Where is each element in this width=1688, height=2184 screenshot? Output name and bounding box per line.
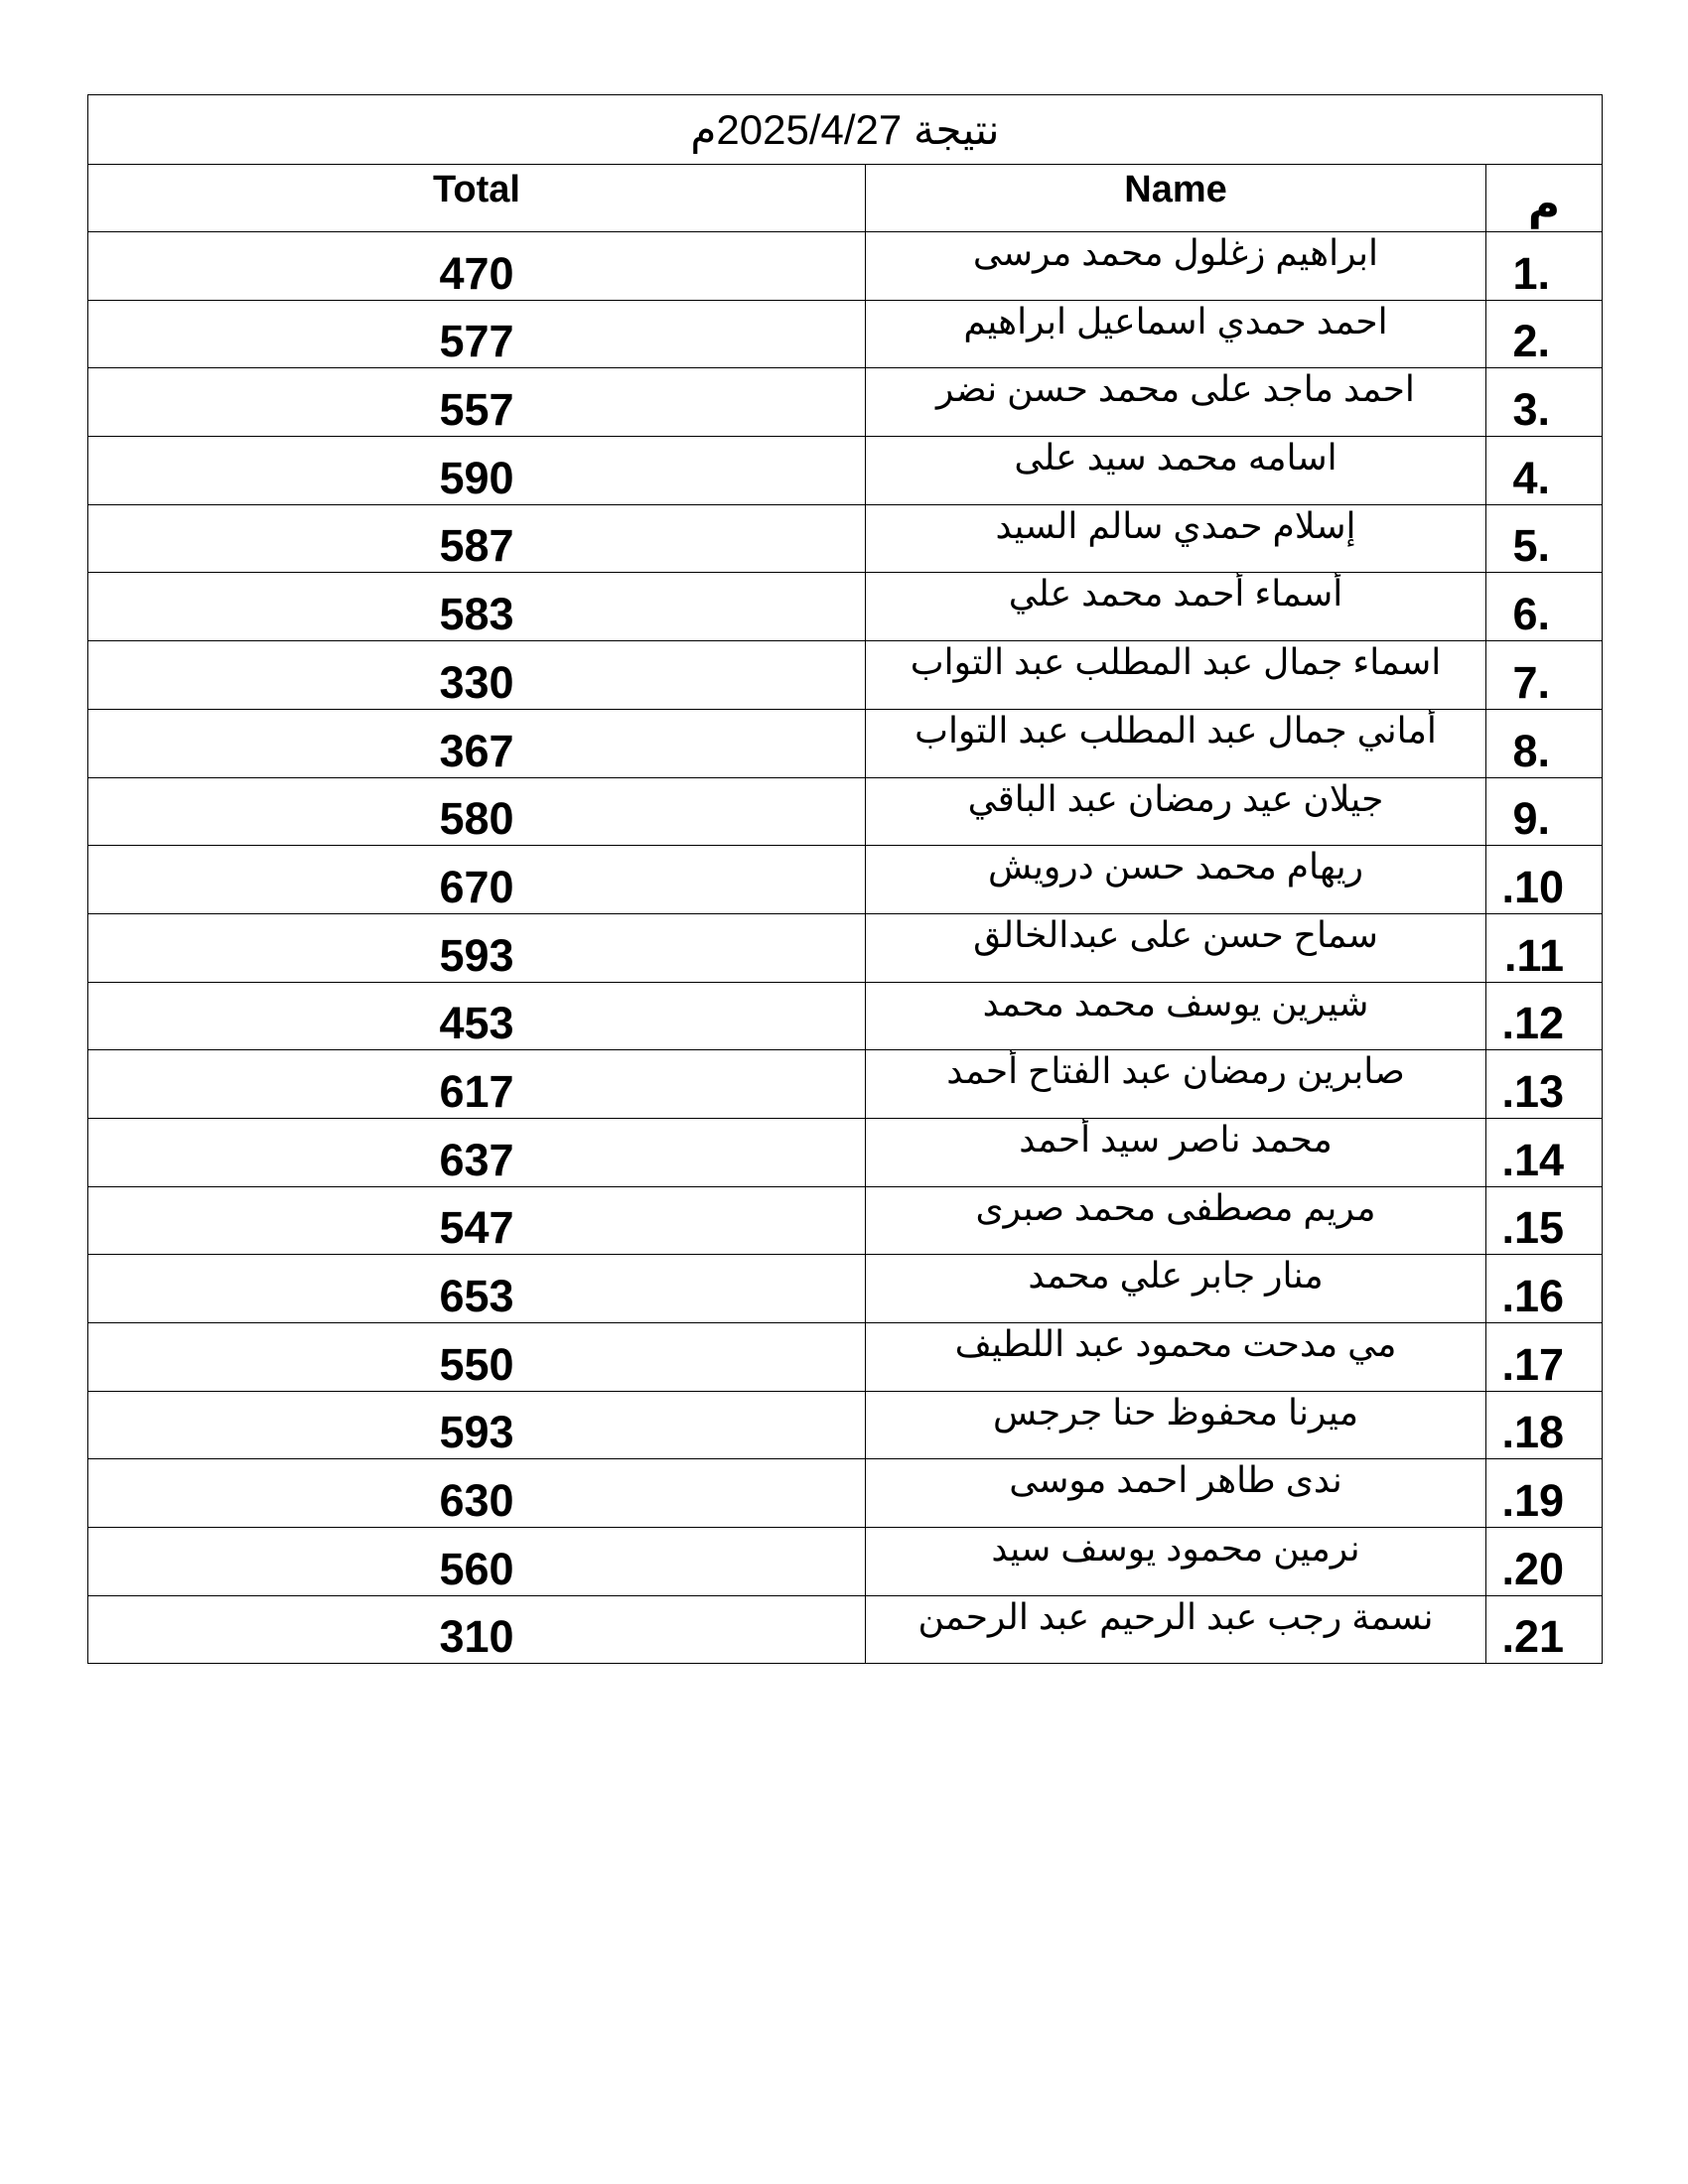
row-number: .17 (1501, 1338, 1565, 1390)
total-cell: 617 (88, 1050, 866, 1119)
number-cell (1486, 232, 1603, 301)
number-cell (1486, 641, 1603, 710)
name-cell: ريهام محمد حسن درويش (866, 846, 1486, 914)
number-cell (1486, 913, 1603, 982)
table-row (88, 437, 1603, 505)
name-cell: ابراهيم زغلول محمد مرسى (866, 232, 1486, 301)
total-cell: 470 (88, 232, 866, 301)
name-cell: ميرنا محفوظ حنا جرجس (866, 1391, 1486, 1459)
name-cell: ندى طاهر احمد موسى (866, 1459, 1486, 1528)
row-number: 9. (1512, 793, 1551, 845)
total-cell: 367 (88, 709, 866, 777)
table-row (88, 368, 1603, 437)
number-cell (1486, 709, 1603, 777)
row-number: .10 (1501, 861, 1565, 912)
total-cell: 590 (88, 437, 866, 505)
number-cell (1486, 1255, 1603, 1323)
number-cell (1486, 1050, 1603, 1119)
name-cell: صابرين رمضان عبد الفتاح أحمد (866, 1050, 1486, 1119)
row-number: .13 (1501, 1065, 1565, 1117)
column-header-total: Total (88, 165, 866, 232)
total-cell: 310 (88, 1595, 866, 1664)
row-number: 7. (1512, 656, 1551, 708)
column-header-number: م (1486, 165, 1603, 232)
row-number: 8. (1512, 725, 1551, 776)
table-row (88, 573, 1603, 641)
total-cell: 583 (88, 573, 866, 641)
number-cell (1486, 1391, 1603, 1459)
row-number: 5. (1512, 520, 1551, 572)
name-cell: احمد حمدي اسماعيل ابراهيم (866, 300, 1486, 368)
table-row (88, 1255, 1603, 1323)
table-row (88, 1186, 1603, 1255)
number-cell (1486, 504, 1603, 573)
name-cell: احمد ماجد على محمد حسن نضر (866, 368, 1486, 437)
number-cell (1486, 982, 1603, 1050)
total-cell: 557 (88, 368, 866, 437)
row-number: 4. (1512, 452, 1551, 503)
row-number: .21 (1501, 1611, 1565, 1663)
number-cell (1486, 1186, 1603, 1255)
table-row (88, 232, 1603, 301)
number-cell (1486, 846, 1603, 914)
total-cell: 593 (88, 1391, 866, 1459)
name-cell: مريم مصطفى محمد صبرى (866, 1186, 1486, 1255)
number-cell (1486, 437, 1603, 505)
table-row (88, 709, 1603, 777)
row-number: .20 (1501, 1543, 1565, 1594)
name-cell: اسامه محمد سيد على (866, 437, 1486, 505)
title-row (88, 95, 1603, 165)
total-cell: 593 (88, 913, 866, 982)
row-number: 6. (1512, 589, 1551, 640)
table-row (88, 300, 1603, 368)
name-cell: أماني جمال عبد المطلب عبد التواب (866, 709, 1486, 777)
total-cell: 547 (88, 1186, 866, 1255)
table-row (88, 846, 1603, 914)
row-number: .11 (1503, 929, 1565, 981)
number-cell (1486, 1118, 1603, 1186)
number-cell (1486, 777, 1603, 846)
name-cell: منار جابر علي محمد (866, 1255, 1486, 1323)
table-row (88, 504, 1603, 573)
column-header-name: Name (866, 165, 1486, 232)
name-cell: شيرين يوسف محمد محمد (866, 982, 1486, 1050)
table-row (88, 777, 1603, 846)
row-number: 1. (1512, 247, 1551, 299)
number-cell (1486, 573, 1603, 641)
table-row (88, 1595, 1603, 1664)
table-row (88, 1118, 1603, 1186)
total-cell: 670 (88, 846, 866, 914)
total-cell: 630 (88, 1459, 866, 1528)
table-row (88, 1050, 1603, 1119)
row-number: .12 (1501, 998, 1565, 1049)
table-title: نتيجة 2025/4/27م (88, 95, 1603, 165)
total-cell: 550 (88, 1323, 866, 1392)
total-cell: 637 (88, 1118, 866, 1186)
row-number: .19 (1501, 1475, 1565, 1527)
name-cell: أسماء أحمد محمد علي (866, 573, 1486, 641)
name-cell: مي مدحت محمود عبد اللطيف (866, 1323, 1486, 1392)
total-cell: 330 (88, 641, 866, 710)
name-cell: اسماء جمال عبد المطلب عبد التواب (866, 641, 1486, 710)
row-number: .14 (1501, 1134, 1565, 1185)
table-row (88, 1391, 1603, 1459)
name-cell: نسمة رجب عبد الرحيم عبد الرحمن (866, 1595, 1486, 1664)
table-row (88, 641, 1603, 710)
total-cell: 560 (88, 1528, 866, 1596)
table-row (88, 1459, 1603, 1528)
results-body (88, 232, 1603, 1664)
number-cell (1486, 1459, 1603, 1528)
row-number: .15 (1501, 1202, 1565, 1254)
table-row (88, 982, 1603, 1050)
number-cell (1486, 300, 1603, 368)
name-cell: محمد ناصر سيد أحمد (866, 1118, 1486, 1186)
total-cell: 580 (88, 777, 866, 846)
row-number: .16 (1501, 1271, 1565, 1321)
name-cell: جيلان عيد رمضان عبد الباقي (866, 777, 1486, 846)
total-cell: 587 (88, 504, 866, 573)
name-cell: سماح حسن على عبدالخالق (866, 913, 1486, 982)
table-row (88, 1323, 1603, 1392)
total-cell: 577 (88, 300, 866, 368)
name-cell: إسلام حمدي سالم السيد (866, 504, 1486, 573)
total-cell: 653 (88, 1255, 866, 1323)
number-cell (1486, 1528, 1603, 1596)
table-row (88, 1528, 1603, 1596)
name-cell: نرمين محمود يوسف سيد (866, 1528, 1486, 1596)
row-number: 2. (1512, 316, 1551, 367)
table-row (88, 913, 1603, 982)
row-number: 3. (1512, 384, 1551, 436)
header-row (88, 165, 1603, 232)
results-table (87, 94, 1603, 1664)
number-cell (1486, 1323, 1603, 1392)
total-cell: 453 (88, 982, 866, 1050)
number-cell (1486, 1595, 1603, 1664)
number-cell (1486, 368, 1603, 437)
row-number: .18 (1501, 1407, 1565, 1458)
